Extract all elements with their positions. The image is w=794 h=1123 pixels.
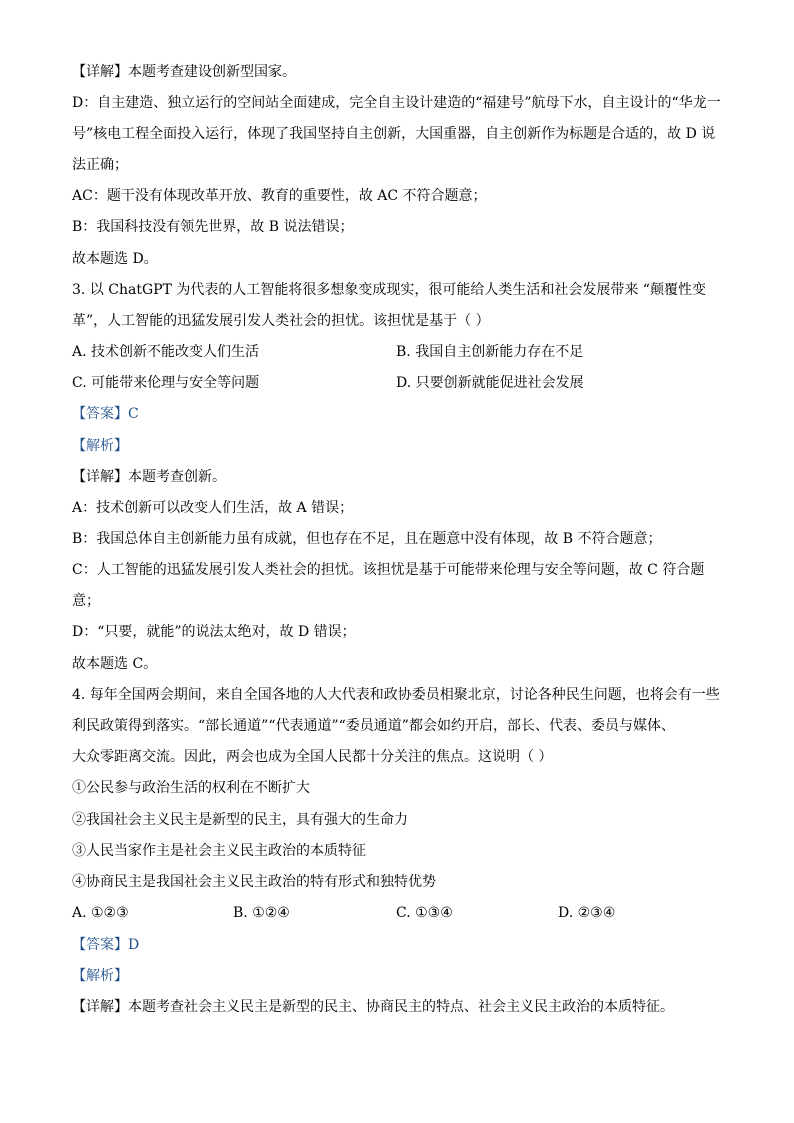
q2-detail-D-line3: 法正确； bbox=[72, 157, 128, 173]
q3-option-c: C. 可能带来伦理与安全等问题 bbox=[72, 375, 260, 391]
q4-option-b: B. ①②④ bbox=[233, 905, 290, 921]
q4-analysis-label: 【解析】 bbox=[72, 968, 128, 984]
q3-detail-head: 【详解】本题考查创新。 bbox=[72, 469, 226, 485]
q3-detail-A: A：技术创新可以改变人们生活，故 A 错误； bbox=[72, 500, 354, 516]
q2-detail-D-line2: 号”核电工程全面投入运行，体现了我国坚持自主创新，大国重器，自主创新作为标题是合适的，故 D 说 bbox=[72, 126, 716, 142]
q2-detail-D-line1: D：自主建造、独立运行的空间站全面建成，完全自主设计建造的“福建号”航母下水，自主设计的“华龙一 bbox=[72, 95, 721, 111]
q2-detail-AC: AC：题干没有体现改革开放、教育的重要性，故 AC 不符合题意； bbox=[72, 188, 487, 204]
q3-option-d: D. 只要创新就能促进社会发展 bbox=[396, 375, 584, 391]
q4-statement-4: ④协商民主是我国社会主义民主政治的特有形式和独特优势 bbox=[72, 874, 436, 890]
q4-statement-1: ①公民参与政治生活的权利在不断扩大 bbox=[72, 780, 310, 796]
q3-option-a: A. 技术创新不能改变人们生活 bbox=[72, 344, 260, 360]
q4-stem-line2: 利民政策得到落实。“部长通道”“代表通道”“委员通道”都会如约开启，部长、代表、委员与媒体、 bbox=[72, 718, 675, 734]
q3-stem-line2: 革”，人工智能的迅猛发展引发人类社会的担忧。该担忧是基于（ ） bbox=[72, 313, 490, 329]
q3-conclusion: 故本题选 C。 bbox=[72, 656, 158, 672]
q3-detail-B: B：我国总体自主创新能力虽有成就，但也存在不足，且在题意中没有体现，故 B 不符合题意； bbox=[72, 531, 662, 547]
q2-detail-head: 【详解】本题考查建设创新型国家。 bbox=[72, 64, 296, 80]
q2-conclusion: 故本题选 D。 bbox=[72, 251, 158, 267]
q2-detail-B: B：我国科技没有领先世界，故 B 说法错误； bbox=[72, 219, 354, 235]
q4-detail-head: 【详解】本题考查社会主义民主是新型的民主、协商民主的特点、社会主义民主政治的本质特征。 bbox=[72, 999, 674, 1015]
q3-analysis-label: 【解析】 bbox=[72, 438, 128, 454]
q3-detail-C-line1: C：人工智能的迅猛发展引发人类社会的担忧。该担忧是基于可能带来伦理与安全等问题，故 C 符合题 bbox=[72, 562, 705, 578]
q3-answer: 【答案】C bbox=[72, 406, 139, 422]
q4-stem-line1: 4. 每年全国两会期间，来自全国各地的人大代表和政协委员相聚北京，讨论各种民生问题，也将会有一些 bbox=[72, 687, 720, 703]
q3-stem-line1: 3. 以 ChatGPT 为代表的人工智能将很多想象变成现实，很可能给人类生活和社会发展带来 “颠覆性变 bbox=[72, 282, 706, 298]
q4-option-a: A. ①②③ bbox=[72, 905, 129, 921]
q3-option-b: B. 我国自主创新能力存在不足 bbox=[396, 344, 584, 360]
q3-detail-C-line2: 意； bbox=[72, 593, 100, 609]
q4-stem-line3: 大众零距离交流。因此，两会也成为全国人民都十分关注的焦点。这说明（ ） bbox=[72, 749, 553, 765]
q4-answer: 【答案】D bbox=[72, 937, 140, 953]
q4-statement-3: ③人民当家作主是社会主义民主政治的本质特征 bbox=[72, 843, 366, 859]
q4-statement-2: ②我国社会主义民主是新型的民主，具有强大的生命力 bbox=[72, 812, 408, 828]
q4-option-d: D. ②③④ bbox=[558, 905, 616, 921]
q3-detail-D: D：“只要，就能”的说法太绝对，故 D 错误； bbox=[72, 624, 356, 640]
q4-option-c: C. ①③④ bbox=[396, 905, 453, 921]
